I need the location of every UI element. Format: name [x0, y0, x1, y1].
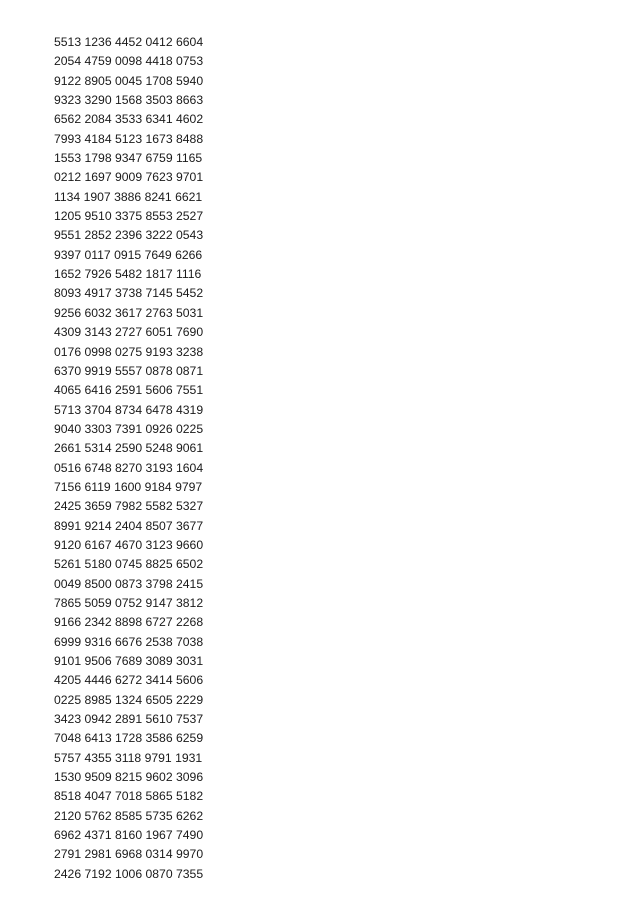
number-row: 5513 1236 4452 0412 6604 [54, 35, 204, 49]
number-row: 9122 8905 0045 1708 5940 [54, 73, 204, 88]
number-row: 9323 3290 1568 3503 8663 [54, 93, 204, 108]
number-row: 2425 3659 7982 5582 5327 [54, 499, 204, 514]
number-row: 3423 0942 2891 5610 7537 [54, 712, 204, 727]
number-row: 6999 9316 6676 2538 7038 [54, 634, 204, 649]
number-row: 1205 9510 3375 8553 2527 [54, 209, 204, 224]
number-row: 0212 1697 9009 7623 9701 [54, 170, 204, 185]
number-row: 0225 8985 1324 6505 2229 [54, 692, 204, 707]
number-row: 9397 0117 0915 7649 6266 [54, 247, 203, 262]
number-row: 9256 6032 3617 2763 5031 [54, 305, 204, 320]
number-row: 1530 9509 8215 9602 3096 [54, 770, 204, 785]
number-row: 7993 4184 5123 1673 8488 [54, 131, 204, 146]
number-row: 0176 0998 0275 9193 3238 [54, 344, 204, 359]
number-row: 9120 6167 4670 3123 9660 [54, 537, 204, 552]
number-row: 8518 4047 7018 5865 5182 [54, 789, 204, 804]
number-row: 9166 2342 8898 6727 2268 [54, 615, 204, 630]
number-row: 7156 6119 1600 9184 9797 [54, 479, 203, 494]
number-row: 5261 5180 0745 8825 6502 [54, 557, 204, 572]
number-row: 7865 5059 0752 9147 3812 [54, 595, 204, 610]
number-row: 6370 9919 5557 0878 0871 [54, 363, 204, 378]
number-row: 4065 6416 2591 5606 7551 [54, 383, 204, 398]
number-row: 6962 4371 8160 1967 7490 [54, 828, 204, 843]
number-row: 1553 1798 9347 6759 1165 [54, 151, 203, 166]
number-row: 5713 3704 8734 6478 4319 [54, 402, 204, 417]
number-row: 4205 4446 6272 3414 5606 [54, 673, 204, 688]
number-row: 2791 2981 6968 0314 9970 [54, 847, 204, 862]
number-row: 9040 3303 7391 0926 0225 [54, 421, 204, 436]
number-row: 2054 4759 0098 4418 0753 [54, 54, 204, 69]
number-row: 4309 3143 2727 6051 7690 [54, 325, 204, 340]
number-row: 7048 6413 1728 3586 6259 [54, 731, 204, 746]
number-row: 2661 5314 2590 5248 9061 [54, 441, 204, 456]
number-row: 8093 4917 3738 7145 5452 [54, 286, 204, 301]
number-row: 0049 8500 0873 3798 2415 [54, 576, 204, 591]
random-number-table [54, 33, 203, 884]
number-row: 0516 6748 8270 3193 1604 [54, 460, 204, 475]
number-row: 1134 1907 3886 8241 6621 [54, 189, 203, 204]
number-row: 8991 9214 2404 8507 3677 [54, 518, 204, 533]
number-row: 6562 2084 3533 6341 4602 [54, 112, 204, 127]
number-row: 2120 5762 8585 5735 6262 [54, 808, 204, 823]
number-row: 2426 7192 1006 0870 7355 [54, 866, 204, 881]
number-row: 5757 4355 3118 9791 1931 [54, 750, 203, 765]
number-row: 9551 2852 2396 3222 0543 [54, 228, 204, 243]
number-row: 1652 7926 5482 1817 1116 [54, 267, 202, 282]
number-row: 9101 9506 7689 3089 3031 [54, 654, 204, 668]
